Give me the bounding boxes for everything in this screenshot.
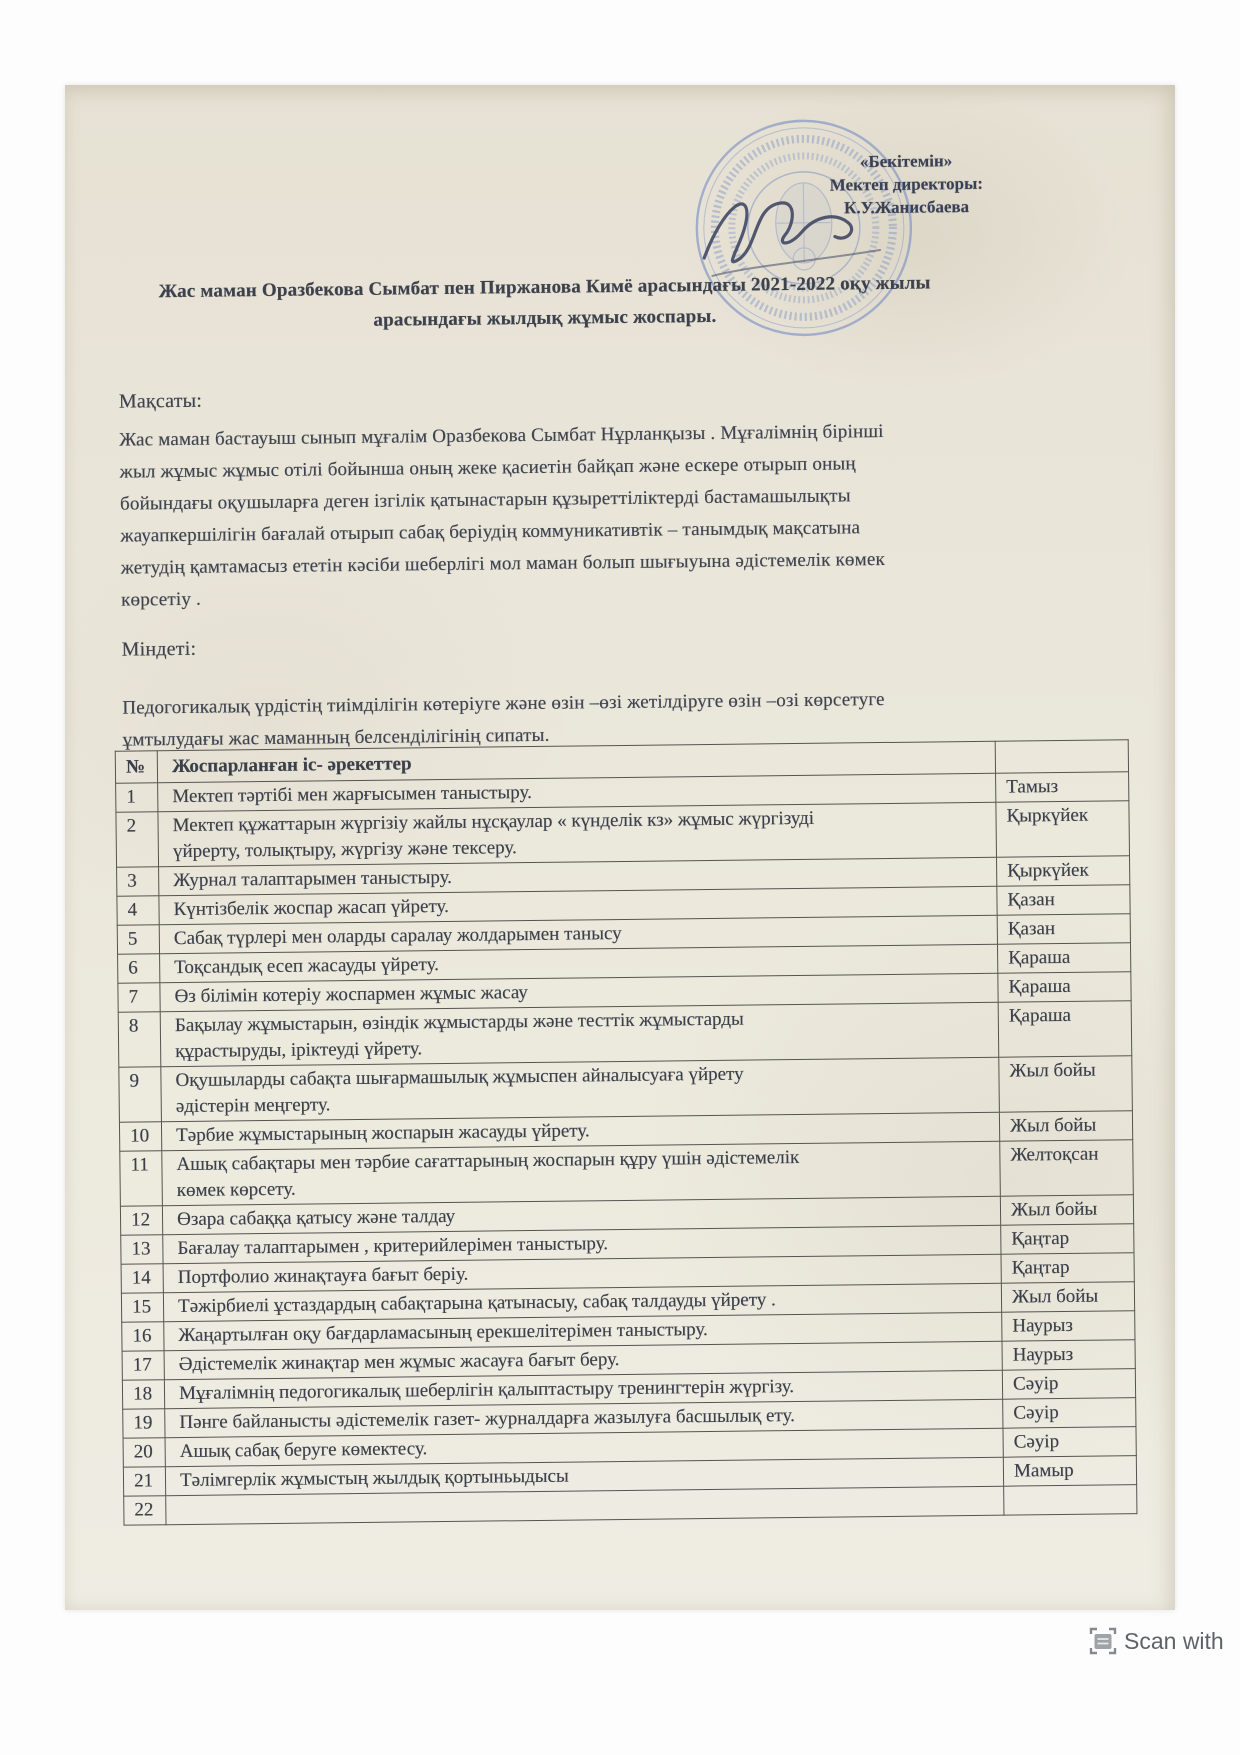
cell-num: 16 (122, 1322, 164, 1351)
cell-num: 17 (122, 1351, 164, 1380)
cell-num: 6 (118, 954, 160, 983)
cell-activity: Ашық сабақтары мен тәрбие сағаттарының жоспарын құру үшін әдістемелік көмек көрсету. (162, 1141, 1001, 1206)
cell-num: 2 (116, 812, 159, 867)
cell-month: Қыркүйек (996, 856, 1129, 887)
cell-activity: Өз білімін котеріу жоспармен жұмыс жасау (160, 973, 998, 1012)
cell-num: 4 (117, 896, 159, 925)
cell-month: Жыл бойы (1001, 1282, 1134, 1313)
cell-activity: Мектеп тәртібі мен жарғысымен таныстыру. (158, 773, 996, 812)
cell-month: Желтоқсан (1000, 1140, 1134, 1197)
cell-activity: Тәжірбиелі ұстаздардың сабақтарына қатынасыу, сабақ талдауды үйрету . (163, 1283, 1001, 1322)
cell-num: 19 (123, 1409, 165, 1438)
scanned-document-page (65, 85, 1175, 1610)
cell-activity: Ашық сабақ беруге көмектесу. (165, 1428, 1003, 1467)
cell-activity: Күнтізбелік жоспар жасап үйрету. (159, 886, 997, 925)
document-title (84, 267, 1005, 339)
cell-num: 14 (121, 1264, 163, 1293)
cell-month: Қаңтар (1001, 1224, 1134, 1255)
cell-num: 13 (121, 1235, 163, 1264)
cell-num: 15 (121, 1293, 163, 1322)
stamp-director-name: К.У.Жанисбаева (844, 197, 970, 218)
document-title-line2: арасындағы жылдық жұмыс жоспары. (373, 305, 717, 331)
cell-activity: Бағалау талаптарымен , критерийлерімен таныстыру. (163, 1225, 1001, 1264)
cell-activity: Бақылау жұмыстарын, өзіндік жұмыстарды және тесттік жұмыстарды құрастыруды, іріктеуді үйрету. (160, 1002, 999, 1067)
cell-activity: Өзара сабаққа қатысу және талдау (162, 1196, 1000, 1235)
cell-month: Мамыр (1003, 1456, 1136, 1487)
document-title-line1: Жас маман Оразбекова Сымбат пен Пиржанова Кимё арасындағы 2021-2022 оқу жылы (158, 272, 931, 303)
scan-watermark (1088, 1626, 1224, 1656)
cell-activity: Портфолио жинақтауға бағыт беріу. (163, 1254, 1001, 1293)
scan-watermark-label: Scan with (1124, 1627, 1224, 1654)
stamp-approved-label: «Бекітемін» (859, 151, 953, 172)
cell-num: 9 (119, 1067, 162, 1122)
cell-num: 7 (118, 983, 160, 1012)
cell-month: Қыркүйек (996, 801, 1130, 858)
goal-paragraph: Жас маман бастауыш сынып мұғалім Оразбекова Сымбат Нұрланқызы . Мұғалімнің бірінші жыл жұмыс жұмыс отілі бойынша оның жеке қасиетін байқап және ескере отырып оның бойындағы оқушыларға деген ізгілік қатынастарын құзыреттіліктерді бастамашылықты жауапкершілігін бағалай отырып сабақ беріудің коммуникативтік – танымдық мақсатына жетудің қамтамасыз ететін кәсіби шеберлігі мол маман болып шығыуына әдістемелік көмек көрсетіу . (119, 420, 885, 611)
cell-activity: Әдістемелік жинақтар мен жұмыс жасауға бағыт беру. (164, 1341, 1002, 1380)
cell-activity: Сабақ түрлері мен оларды саралау жолдарымен танысу (159, 915, 997, 954)
cell-num: 21 (123, 1467, 165, 1496)
cell-month: Наурыз (1002, 1311, 1135, 1342)
cell-num: 8 (118, 1012, 161, 1067)
cell-num: 18 (122, 1380, 164, 1409)
cell-month: Жыл бойы (1000, 1195, 1133, 1226)
plan-table (115, 739, 1138, 1525)
column-header-number: № (115, 751, 157, 783)
plan-table-body (116, 772, 1137, 1525)
cell-month: Қараша (998, 972, 1131, 1003)
cell-activity: Тоқсандық есеп жасауды үйрету. (160, 944, 998, 983)
cell-num: 20 (123, 1438, 165, 1467)
cell-month: Қазан (997, 914, 1130, 945)
column-header-activity: Жоспарланған іс- әрекеттер (157, 741, 995, 783)
cell-month (1004, 1485, 1137, 1516)
cell-month: Сәуір (1003, 1398, 1136, 1429)
cell-activity: Тәрбие жұмыстарының жоспарын жасауды үйрету. (161, 1112, 999, 1151)
cell-month: Қараша (998, 1001, 1132, 1058)
approval-stamp (672, 99, 1015, 393)
cell-num: 10 (119, 1122, 161, 1151)
cell-activity: Мектеп құжаттарын жүргізіу жайлы нұсқаулар « күнделік кз» жұмыс жүргізуді үйрерту, толықтыру, жүргізу және тексеру. (158, 802, 997, 867)
cell-month: Қаңтар (1001, 1253, 1134, 1284)
cell-month: Жыл бойы (999, 1056, 1133, 1113)
cell-activity: Тәлімгерлік жұмыстың жылдық қортыньыдысы (165, 1457, 1003, 1496)
stamp-director-label: Мектеп директоры: (829, 173, 984, 195)
cell-activity: Мұғалімнің педогогикалық шеберлігін қалыптастыру тренингтерін жүргізу. (164, 1370, 1002, 1409)
task-paragraph: Педогогикалық үрдістің тиімділігін көтеріуге және өзін –өзі жетілдіруге өзін –озі көрсетуге ұмтылудағы жас маманның белсенділігінің сипаты. (122, 688, 885, 751)
cell-num: 5 (117, 925, 159, 954)
cell-month: Қазан (997, 885, 1130, 916)
cell-num: 11 (120, 1151, 163, 1206)
cell-month: Сәуір (1003, 1427, 1136, 1458)
cell-num: 12 (120, 1206, 162, 1235)
column-header-month (995, 740, 1128, 774)
cell-num: 22 (124, 1496, 166, 1525)
cell-num: 1 (116, 783, 158, 812)
cell-month: Жыл бойы (999, 1111, 1132, 1142)
scanner-frame-icon (1088, 1626, 1118, 1656)
cell-month: Тамыз (996, 772, 1129, 803)
cell-month: Қараша (997, 943, 1130, 974)
cell-num: 3 (117, 867, 159, 896)
cell-month: Наурыз (1002, 1340, 1135, 1371)
cell-activity: Жаңартылған оқу бағдарламасының ерекшелітерімен таныстыру. (164, 1312, 1002, 1351)
goal-heading: Мақсаты: (118, 389, 203, 413)
cell-month: Сәуір (1002, 1369, 1135, 1400)
document-content (57, 79, 1184, 1616)
cell-activity: Журнал талаптарымен таныстыру. (159, 857, 997, 896)
task-heading: Міндеті: (121, 637, 197, 661)
cell-activity: Оқушыларды сабақта шығармашылық жұмыспен айналысуаға үйрету әдістерін меңгерту. (161, 1057, 1000, 1122)
cell-activity: Пәнге байланысты әдістемелік газет- журналдарға жазылуға басшылық ету. (165, 1399, 1003, 1438)
